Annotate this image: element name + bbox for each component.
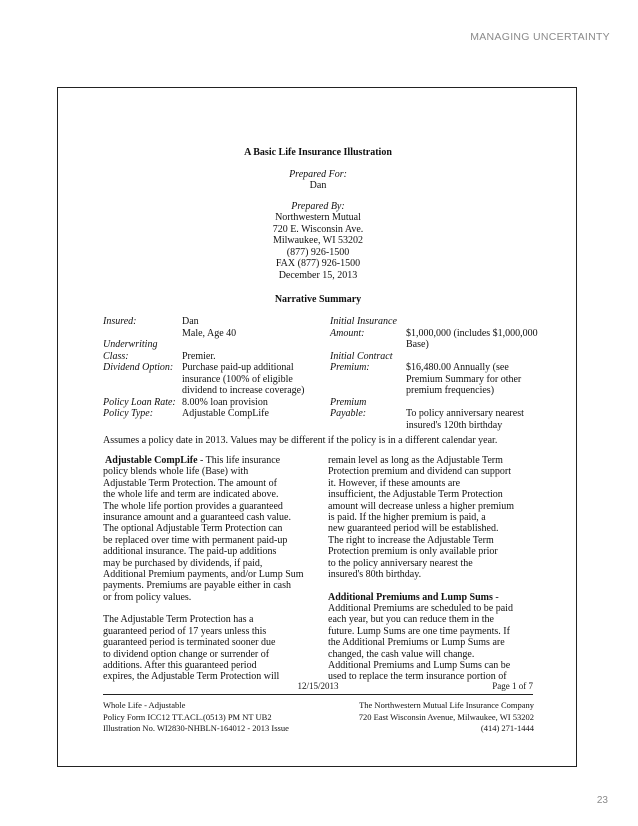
paragraph-line: or from policy values. [103, 591, 192, 603]
paragraph-line: guaranteed period is terminated sooner due [103, 637, 276, 649]
premium-value: premium frequencies) [406, 385, 495, 396]
paragraph-line: Additional Premiums are scheduled to be paid [328, 603, 513, 615]
body-column-right [328, 455, 514, 683]
premium-value: $16,480.00 Annually (see [406, 362, 509, 373]
paragraph-gap [328, 580, 514, 591]
paragraph-line: amount will decrease unless a higher premium [328, 500, 515, 512]
paragraph-line: new guaranteed period will be established. [328, 523, 499, 535]
assumption-note: Assumes a policy date in 2013. Values may be different if the policy is in a different calendar year. [103, 435, 498, 446]
insured-value: Male, Age 40 [182, 327, 237, 339]
footer-right-line: The Northwestern Mutual Life Insurance Company [359, 700, 534, 710]
paragraph-line: each year, but you can reduce them in the [328, 614, 494, 626]
paragraph-line: Adjustable Term Protection. The amount of [103, 477, 277, 489]
amount-label: Initial Insurance [330, 316, 397, 327]
prepared-by-line: Northwestern Mutual [275, 212, 361, 223]
policy-type-label: Policy Type: [103, 408, 154, 419]
footer-left-line: Whole Life - Adjustable [103, 700, 186, 710]
paragraph-line: is paid. If the higher premium is paid, a [328, 511, 486, 523]
prepared-by-line: (877) 926-1500 [286, 246, 350, 258]
paragraph-line: insufficient, the Adjustable Term Protection [328, 489, 503, 501]
additional-premiums-heading: Additional Premiums and Lump Sums [328, 591, 493, 603]
paragraph-line: The right to increase the Adjustable Term [328, 534, 494, 546]
paragraph-line: Additional Premiums and Lump Sums can be [328, 660, 511, 672]
underwriting-label: Class: [103, 350, 129, 362]
paragraph-line: may be purchased by dividends, if paid, [103, 557, 263, 569]
paragraph-line: the Additional Premiums or Lump Sums are [328, 637, 505, 649]
paragraph-line: to dividend option change or surrender of [103, 648, 270, 660]
dividend-value: Purchase paid-up additional [182, 362, 294, 373]
paragraph-line [328, 592, 514, 603]
paragraph-line: additions. After this guaranteed period [103, 660, 257, 672]
premium-label: Premium: [330, 362, 370, 373]
amount-value: $1,000,000 (includes $1,000,000 [406, 327, 538, 339]
prepared-by-label: Prepared By: [291, 201, 345, 212]
paragraph-line: insured's 80th birthday. [328, 568, 422, 580]
insured-label: Insured: [103, 316, 137, 327]
paragraph-line: Protection premium is only available prior [328, 546, 498, 558]
section-header: MANAGING UNCERTAINTY [470, 31, 610, 43]
payable-value: insured's 120th birthday [406, 419, 503, 431]
prepared-by-line: Milwaukee, WI 53202 [272, 235, 364, 246]
paragraph-line: insurance amount and a guaranteed cash value. [103, 511, 291, 523]
payable-value: To policy anniversary nearest [406, 408, 524, 419]
paragraph-line: The Adjustable Term Protection has a [103, 614, 254, 626]
paragraph-line [103, 455, 304, 466]
loan-rate-value: 8.00% loan provision [182, 396, 268, 408]
dividend-value: insurance (100% of eligible [182, 373, 293, 385]
amount-label: Amount: [330, 327, 365, 339]
paragraph-line: used to replace the term insurance portion of [328, 671, 507, 683]
loan-rate-label: Policy Loan Rate: [103, 396, 176, 408]
paragraph-line: be replaced over time with permanent paid-up [103, 534, 288, 546]
document-title: A Basic Life Insurance Illustration [244, 147, 392, 158]
footer-divider [103, 694, 533, 695]
paragraph-gap [103, 603, 304, 614]
footer-right-line: (414) 271-1444 [480, 723, 534, 733]
paragraph-line: additional insurance. The paid-up additions [103, 546, 277, 558]
payable-label: Payable: [330, 408, 367, 419]
prepared-by-line: FAX (877) 926-1500 [275, 258, 361, 269]
paragraph-line: it. However, if these amounts are [328, 477, 461, 489]
premium-value: Premium Summary for other [406, 373, 522, 385]
heading-suffix: - [492, 591, 499, 603]
prepared-by-line: 720 E. Wisconsin Ave. [272, 223, 364, 235]
dividend-label: Dividend Option: [103, 362, 174, 373]
paragraph-line: changed, the cash value will change. [328, 648, 475, 660]
prepared-for-name: Dan [309, 180, 327, 191]
underwriting-label: Underwriting [103, 339, 158, 350]
paragraph-line: The whole life portion provides a guaranteed [103, 500, 283, 512]
underwriting-value: Premier. [182, 350, 216, 362]
paragraph-line: guaranteed period of 17 years unless this [103, 625, 267, 637]
body-column-left [103, 455, 304, 683]
footer-date: 12/15/2013 [297, 681, 339, 691]
heading-continuation: - This life insurance [197, 455, 281, 466]
footer-left-line: Policy Form ICC12 TT.ACL.(0513) PM NT UB2 [103, 712, 272, 722]
paragraph-line: to the policy anniversary nearest the [328, 557, 473, 569]
paragraph-line: Additional Premium payments, and/or Lump Sum [103, 568, 304, 580]
paragraph-line: policy blends whole life (Base) with [103, 466, 249, 478]
illustration-document [57, 87, 577, 767]
prepared-for-label: Prepared For: [289, 169, 347, 180]
narrative-heading: Narrative Summary [274, 294, 362, 305]
paragraph-line: expires, the Adjustable Term Protection will [103, 671, 280, 683]
adjustable-complife-heading: Adjustable CompLife [105, 455, 198, 466]
paragraph-line: the whole life and term are indicated above. [103, 489, 279, 501]
amount-value: Base) [406, 339, 429, 350]
paragraph-line: payments. Premiums are payable either in cash [103, 580, 291, 592]
insured-value: Dan [182, 316, 199, 327]
paragraph-line: Protection premium and dividend can support [328, 466, 512, 478]
payable-label: Premium [330, 396, 367, 408]
paragraph-line: future. Lump Sums are one time payments. If [328, 625, 510, 637]
footer-left-line: Illustration No. WI2830-NHBLN-164012 - 2013 Issue [103, 723, 289, 733]
premium-label: Initial Contract [330, 350, 393, 362]
footer-right-line: 720 East Wisconsin Avenue, Milwaukee, WI 53202 [358, 712, 534, 722]
paragraph-line: The optional Adjustable Term Protection can [103, 523, 283, 535]
policy-type-value: Adjustable CompLife [182, 408, 269, 419]
page-number: 23 [596, 795, 608, 806]
prepared-date: December 15, 2013 [278, 269, 358, 281]
footer-page: Page 1 of 7 [492, 681, 533, 691]
paragraph-line: remain level as long as the Adjustable Term [328, 455, 503, 466]
dividend-value: dividend to increase coverage) [182, 385, 305, 396]
